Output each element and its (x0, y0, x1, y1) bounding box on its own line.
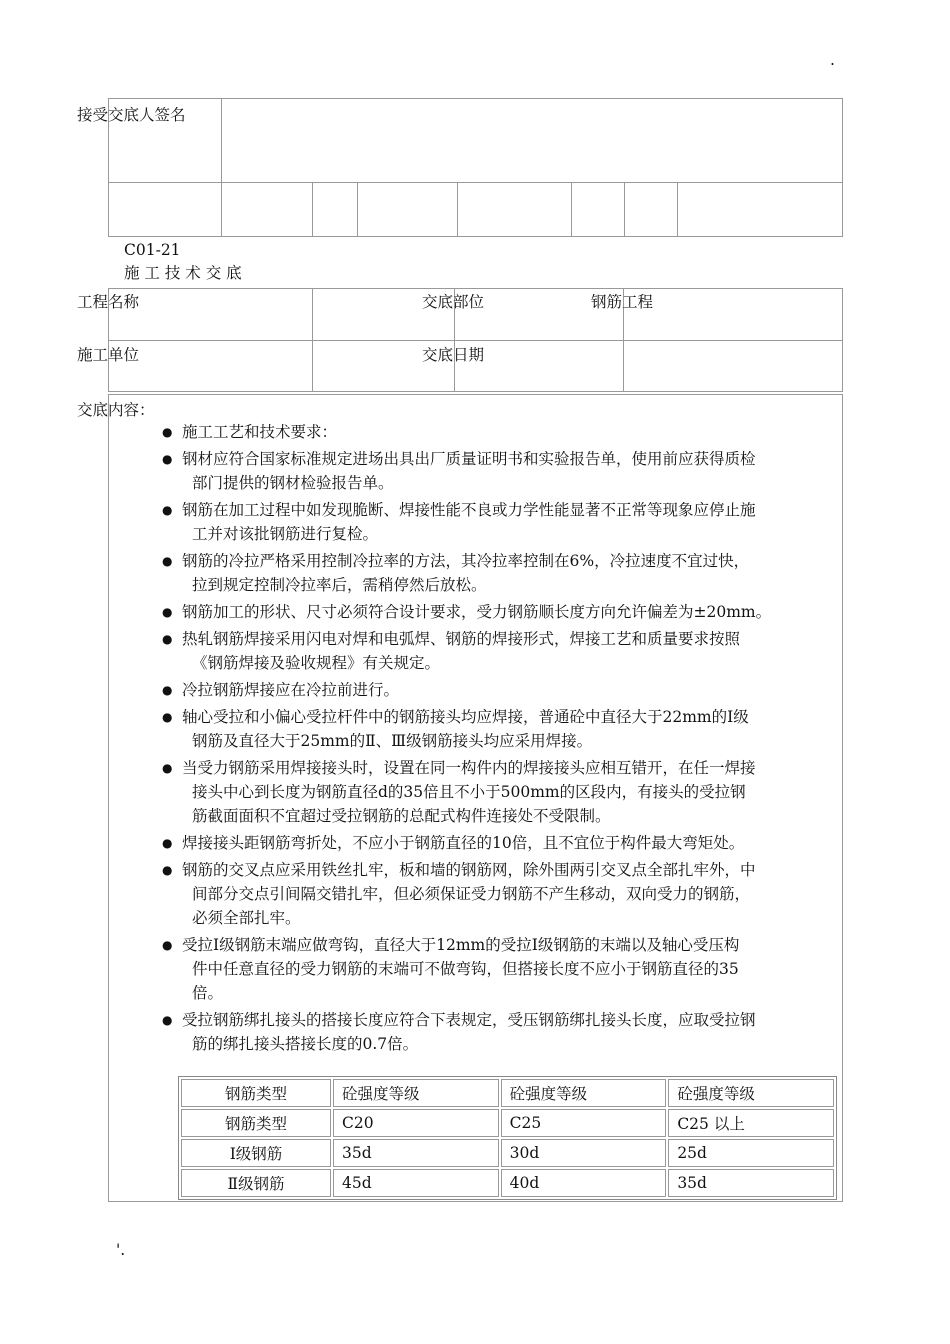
table-cell: Ⅰ级钢筋 (181, 1139, 331, 1167)
bullet-icon: ● (162, 632, 173, 646)
bullet-icon: ● (162, 710, 173, 724)
list-item-line: 受拉钢筋绑扎接头的搭接长度应符合下表规定，受压钢筋绑扎接头长度，应取受拉钢 (182, 1011, 756, 1029)
footer-mark: '. (116, 1241, 126, 1259)
list-item (150, 756, 840, 828)
list-item-line: 接头中心到长度为钢筋直径d的35倍且不小于500mm的区段内，有接头的受拉钢 (192, 783, 746, 801)
list-item (150, 420, 840, 444)
form-code: C01-21 (124, 241, 181, 259)
list-item (150, 678, 840, 702)
table-cell: 35d (668, 1169, 834, 1197)
bullet-icon: ● (162, 938, 173, 952)
bullet-icon: ● (162, 761, 173, 775)
list-item (150, 1008, 840, 1056)
signature-row-divider (108, 182, 843, 183)
list-item-line: 施工工艺和技术要求： (182, 423, 338, 441)
bullet-icon: ● (162, 425, 173, 439)
list-item-line: 钢筋加工的形状、尺寸必须符合设计要求，受力钢筋顺长度方向允许偏差为±20mm。 (182, 603, 772, 621)
list-item (150, 858, 840, 930)
table-row (181, 1079, 834, 1107)
handover-date-label: 交底日期 (422, 346, 485, 364)
table-cell: 40d (501, 1169, 667, 1197)
bullet-icon: ● (162, 605, 173, 619)
table-cell: 35d (333, 1139, 499, 1167)
signature-label: 接受交底人签名 (77, 106, 186, 124)
list-item-line: 拉到规定控制冷拉率后，需稍停然后放松。 (192, 576, 487, 594)
table-cell: Ⅱ级钢筋 (181, 1169, 331, 1197)
bullet-icon: ● (162, 452, 173, 466)
list-item-line: 当受力钢筋采用焊接接头时，设置在同一构件内的焊接接头应相互错开，在任一焊接 (182, 759, 756, 777)
corner-mark: . (830, 51, 835, 69)
table-cell: 砼强度等级 (501, 1079, 667, 1107)
list-item (150, 447, 840, 495)
bullet-icon: ● (162, 863, 173, 877)
table-cell: 30d (501, 1139, 667, 1167)
content-list (150, 420, 840, 1059)
list-item-line: 倍。 (192, 984, 224, 1002)
list-item-line: 钢筋在加工过程中如发现脆断、焊接性能不良或力学性能显著不正常等现象应停止施 (182, 501, 756, 519)
list-item-line: 件中任意直径的受力钢筋的末端可不做弯钩，但搭接长度不应小于钢筋直径的35 (192, 960, 739, 978)
bullet-icon: ● (162, 1013, 173, 1027)
table-row (181, 1169, 834, 1197)
table-row (181, 1139, 834, 1167)
list-item-line: 筋截面面积不宜超过受拉钢筋的总配式构件连接处不受限制。 (192, 807, 611, 825)
table-cell: C25 以上 (668, 1109, 834, 1137)
list-item (150, 549, 840, 597)
list-item-line: 《钢筋焊接及验收规程》有关规定。 (192, 654, 441, 672)
list-item (150, 627, 840, 675)
table-cell: 砼强度等级 (668, 1079, 834, 1107)
construction-unit-label: 施工单位 (77, 346, 140, 364)
table-cell: 砼强度等级 (333, 1079, 499, 1107)
list-item-line: 焊接接头距钢筋弯折处，不应小于钢筋直径的10倍，且不宜位于构件最大弯矩处。 (182, 834, 745, 852)
list-item-line: 受拉Ⅰ级钢筋末端应做弯钩，直径大于12mm的受拉Ⅰ级钢筋的末端以及轴心受压构 (182, 936, 740, 954)
list-item-line: 筋的绑扎接头搭接长度的0.7倍。 (192, 1035, 419, 1053)
handover-part-value: 钢筋工程 (591, 293, 654, 311)
table-cell: C25 (501, 1109, 667, 1137)
bullet-icon: ● (162, 503, 173, 517)
list-item-line: 轴心受拉和小偏心受拉杆件中的钢筋接头均应焊接，普通砼中直径大于22mm的Ⅰ级 (182, 708, 749, 726)
lap-length-table (178, 1076, 837, 1200)
table-cell: 钢筋类型 (181, 1079, 331, 1107)
list-item-line: 钢筋及直径大于25mm的Ⅱ、Ⅲ级钢筋接头均应采用焊接。 (192, 732, 593, 750)
list-item (150, 498, 840, 546)
list-item-line: 钢材应符合国家标准规定进场出具出厂质量证明书和实验报告单，使用前应获得质检 (182, 450, 756, 468)
bullet-icon: ● (162, 554, 173, 568)
list-item-line: 钢筋的冷拉严格采用控制冷拉率的方法，其冷拉率控制在6%，冷拉速度不宜过快， (182, 552, 750, 570)
list-item-line: 必须全部扎牢。 (192, 909, 301, 927)
list-item-line: 间部分交点引间隔交错扎牢，但必须保证受力钢筋不产生移动，双向受力的钢筋， (192, 885, 751, 903)
content-label: 交底内容： (77, 401, 155, 419)
table-row (181, 1109, 834, 1137)
handover-part-label: 交底部位 (422, 293, 485, 311)
project-name-label: 工程名称 (77, 293, 140, 311)
list-item-line: 部门提供的钢材检验报告单。 (192, 474, 394, 492)
list-item (150, 705, 840, 753)
list-item (150, 933, 840, 1005)
list-item (150, 831, 840, 855)
form-title: 施 工 技 术 交 底 (124, 264, 242, 282)
list-item (150, 600, 840, 624)
signature-divider (221, 98, 222, 237)
list-item-line: 工并对该批钢筋进行复检。 (192, 525, 379, 543)
table-cell: 45d (333, 1169, 499, 1197)
list-item-line: 冷拉钢筋焊接应在冷拉前进行。 (182, 681, 400, 699)
table-cell: 钢筋类型 (181, 1109, 331, 1137)
table-cell: 25d (668, 1139, 834, 1167)
table-cell: C20 (333, 1109, 499, 1137)
list-item-line: 热轧钢筋焊接采用闪电对焊和电弧焊、钢筋的焊接形式，焊接工艺和质量要求按照 (182, 630, 741, 648)
signature-block (108, 98, 843, 237)
bullet-icon: ● (162, 683, 173, 697)
bullet-icon: ● (162, 836, 173, 850)
list-item-line: 钢筋的交叉点应采用铁丝扎牢，板和墙的钢筋网，除外围两引交叉点全部扎牢外，中 (182, 861, 756, 879)
